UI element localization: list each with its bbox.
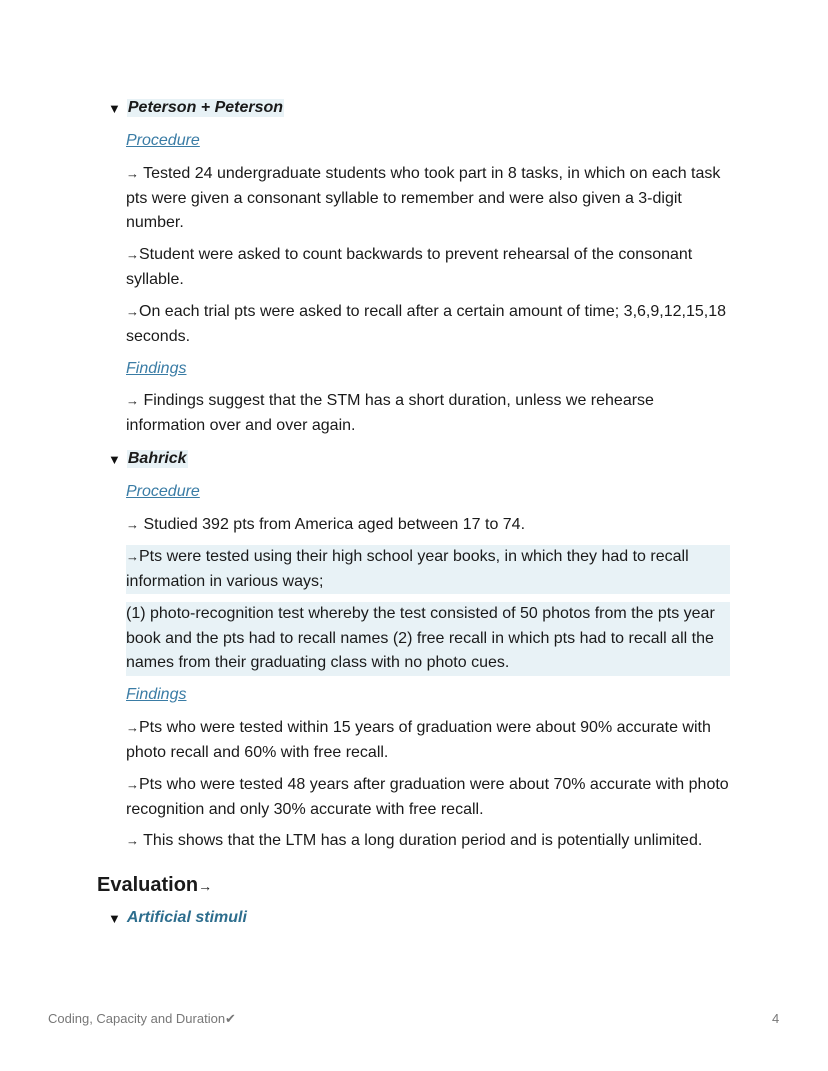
- paragraph: →Pts who were tested 48 years after graduation were about 70% accurate with photo recognition and only 30% accurate with free recall.: [126, 776, 729, 818]
- findings-label[interactable]: Findings: [126, 686, 187, 703]
- toggle-artificial-stimuli[interactable]: [108, 909, 247, 927]
- evaluation-heading: Evaluation→: [97, 874, 213, 896]
- toggle-title: Artificial stimuli: [126, 909, 247, 926]
- paragraph: →Student were asked to count backwards to prevent rehearsal of the consonant syllable.: [126, 246, 693, 288]
- paragraph: →On each trial pts were asked to recall after a certain amount of time; 3,6,9,12,15,18 seconds.: [126, 303, 726, 345]
- toggle-peterson[interactable]: [108, 99, 284, 117]
- toggle-triangle-icon[interactable]: ▼: [108, 100, 121, 116]
- page-number: 4: [772, 1011, 780, 1026]
- right-arrow-icon: →: [126, 833, 139, 848]
- right-arrow-icon: →: [126, 777, 139, 792]
- right-arrow-icon: →: [198, 878, 213, 894]
- footer-title: Coding, Capacity and Duration✔: [48, 1011, 236, 1026]
- toggle-triangle-icon[interactable]: ▼: [108, 451, 121, 467]
- paragraph: → Studied 392 pts from America aged between 17 to 74.: [126, 516, 526, 533]
- highlighted-paragraph: (1) photo-recognition test whereby the test consisted of 50 photos from the pts year book and the pts had to recall names (2) free recall in which pts had to recall all the names from their graduating class with no photo cues.: [126, 602, 730, 676]
- highlighted-paragraph: →Pts were tested using their high school year books, in which they had to recall information in various ways;: [126, 545, 730, 594]
- toggle-title: Bahrick: [127, 450, 187, 467]
- right-arrow-icon: →: [126, 720, 139, 735]
- right-arrow-icon: →: [126, 247, 139, 262]
- right-arrow-icon: →: [126, 304, 139, 319]
- findings-label[interactable]: Findings: [126, 360, 187, 377]
- right-arrow-icon: →: [126, 166, 139, 181]
- right-arrow-icon: →: [126, 549, 139, 564]
- paragraph: → Findings suggest that the STM has a short duration, unless we rehearse information over and over again.: [126, 392, 654, 434]
- procedure-label[interactable]: Procedure: [126, 483, 200, 500]
- toggle-title: Peterson + Peterson: [127, 99, 284, 116]
- paragraph: →Pts who were tested within 15 years of graduation were about 90% accurate with photo recall and 60% with free recall.: [126, 719, 711, 761]
- toggle-bahrick[interactable]: [108, 450, 188, 468]
- right-arrow-icon: →: [126, 517, 139, 532]
- right-arrow-icon: →: [126, 393, 139, 408]
- paragraph: → Tested 24 undergraduate students who took part in 8 tasks, in which on each task pts were given a consonant syllable to remember and were also given a 3-digit number.: [126, 165, 721, 231]
- toggle-triangle-icon[interactable]: ▼: [108, 910, 121, 926]
- procedure-label[interactable]: Procedure: [126, 132, 200, 149]
- paragraph: → This shows that the LTM has a long duration period and is potentially unlimited.: [126, 832, 703, 849]
